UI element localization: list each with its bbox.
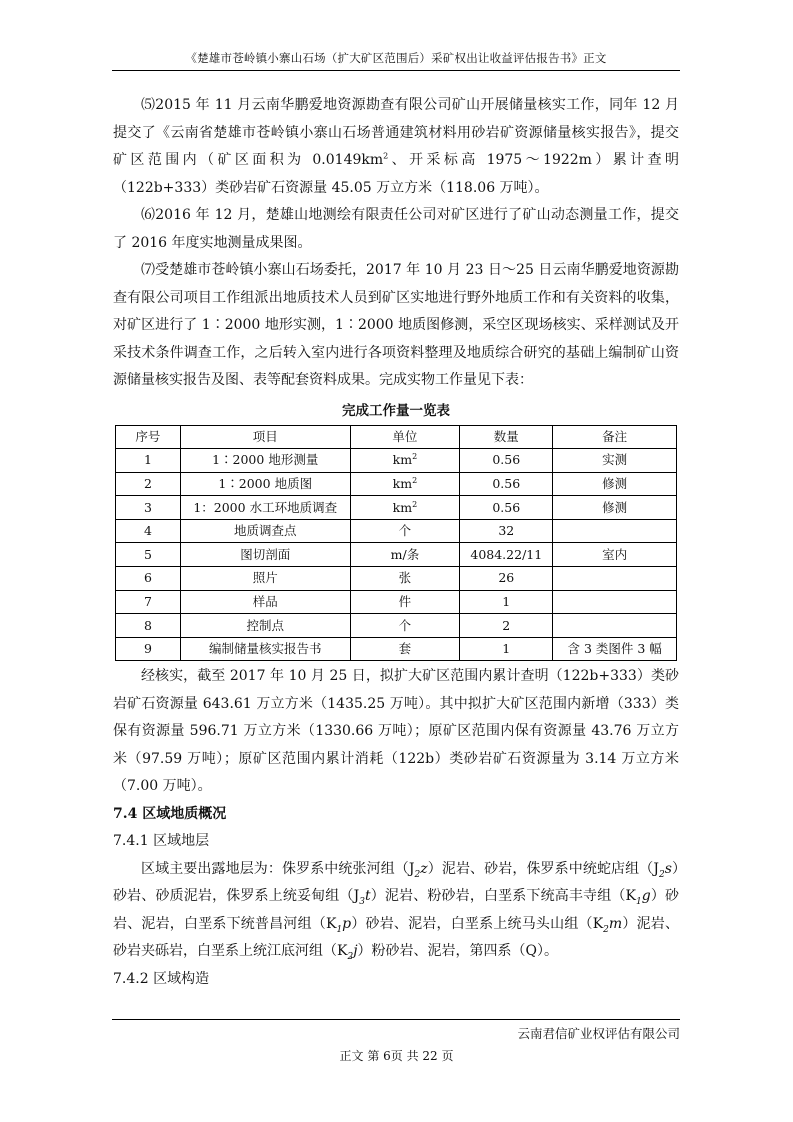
col-header-quantity: 数量	[460, 425, 553, 449]
table-row	[116, 637, 677, 661]
cell-item: 1∶2000 地形测量	[180, 449, 350, 473]
cell-quantity: 0.56	[460, 472, 553, 496]
subsection-heading: 7.4.1 区域地层	[113, 833, 210, 850]
table-row	[116, 519, 677, 543]
cell-unit: $km^2$	[350, 496, 460, 520]
col-header-note: 备注	[553, 425, 677, 449]
cell-unit: 套	[350, 637, 460, 661]
strata-paragraph: 区域主要出露地层为：侏罗系中统张河组$(J_2z)$泥岩、砂岩，侏罗系中统蛇店组$(J_2s)$砂岩、砂质泥岩，侏罗系上统妥甸组$(J_3t)$泥岩、粉砂岩，白垩系下统高丰寺组$(K_1g)$砂岩、泥岩，白垩系下统普昌河组$(K_1p)$砂岩、泥岩，白垩系上统马头山组$(K_2m)$泥岩、砂岩夹砾岩，白垩系上统江底河组$(K_2j)$粉砂岩、泥岩，第四系（Q）。	[113, 860, 679, 963]
cell-index: 8	[116, 614, 181, 638]
cell-item: 图切剖面	[180, 543, 350, 567]
cell-item: 1：2000 水工环地质调查	[180, 496, 350, 520]
cell-item: 样品	[180, 590, 350, 614]
cell-index: 2	[116, 472, 181, 496]
paragraph-5: ⑸2015 年 11 月云南华鹏爱地资源勘查有限公司矿山开展储量核实工作，同年 12 月提交了《云南省楚雄市苍岭镇小寨山石场普通建筑材料用砂岩矿资源储量核实报告》，提交矿区范围内（矿区面积为 $0.0149km^2$、开采标高 1975～1922m）累计查明（122b+333）类砂岩矿石资源量 45.05 万立方米（118.06 万吨）。	[113, 97, 680, 196]
cell-item: 1∶2000 地质图	[180, 472, 350, 496]
page-number: 正文 第 6页 共 22 页	[339, 1049, 454, 1063]
footer-company: 云南君信矿业权评估有限公司	[517, 1026, 680, 1041]
cell-unit: $km^2$	[350, 472, 460, 496]
cell-unit: 个	[350, 614, 460, 638]
cell-unit: $km^2$	[350, 449, 460, 473]
cell-item: 控制点	[180, 614, 350, 638]
cell-index: 1	[116, 449, 181, 473]
table-row	[116, 567, 677, 591]
cell-index: 3	[116, 496, 181, 520]
header-divider	[112, 70, 680, 71]
cell-unit: m/条	[350, 543, 460, 567]
paragraph-7: ⑺受楚雄市苍岭镇小寨山石场委托，2017 年 10 月 23 日～25 日云南华鹏爱地资源勘查有限公司项目工作组派出地质技术人员到矿区实地进行野外地质工作和有关资料的收集，对矿区进行了 1∶2000 地形实测，1∶2000 地质图修测，采空区现场核实、采样测试及开采技术条件调查工作，之后转入室内进行各项资料整理及地质综合研究的基础上编制矿山资源储量核实报告及图、表等配套资料成果。完成实物工作量见下表：	[113, 262, 679, 388]
cell-note: 修测	[553, 472, 677, 496]
cell-note: 含 3 类图件 3 幅	[553, 637, 677, 661]
summary-paragraph: 经核实，截至 2017 年 10 月 25 日，拟扩大矿区范围内累计查明（122b+333）类砂岩矿石资源量 643.61 万立方米（1435.25 万吨）。其中拟扩大矿区范围内新增（333）类保有资源量 596.71 万立方米（1330.66 万吨）；原矿区范围内保有资源量 43.76 万立方米（97.59 万吨）；原矿区范围内累计消耗（122b）类砂岩矿石资源量为 3.14 万立方米（7.00 万吨）。	[113, 668, 679, 795]
cell-unit: 个	[350, 519, 460, 543]
cell-quantity: 32	[460, 519, 553, 543]
cell-index: 4	[116, 519, 181, 543]
paragraph-6: ⑹2016 年 12 月，楚雄山地测绘有限责任公司对矿区进行了矿山动态测量工作，提交了 2016 年度实地测量成果图。	[113, 207, 679, 251]
cell-item: 编制储量核实报告书	[180, 637, 350, 661]
cell-quantity: 4084.22/11	[460, 543, 553, 567]
subsection-heading: 7.4.2 区域构造	[113, 970, 210, 987]
cell-note	[553, 519, 677, 543]
table-row	[116, 496, 677, 520]
cell-quantity: 1	[460, 637, 553, 661]
workload-table	[115, 425, 677, 662]
footer-divider	[112, 1019, 680, 1020]
cell-quantity: 1	[460, 590, 553, 614]
table-title: 完成工作量一览表	[342, 402, 450, 419]
table-header-row	[116, 425, 677, 449]
section-heading: 7.4 区域地质概况	[113, 805, 227, 822]
cell-note: 实测	[553, 449, 677, 473]
cell-index: 7	[116, 590, 181, 614]
cell-index: 9	[116, 637, 181, 661]
cell-quantity: 0.56	[460, 449, 553, 473]
cell-note: 室内	[553, 543, 677, 567]
document-body	[113, 92, 679, 993]
cell-index: 6	[116, 567, 181, 591]
cell-note: 修测	[553, 496, 677, 520]
table-row	[116, 614, 677, 638]
running-header: 《楚雄市苍岭镇小寨山石场（扩大矿区范围后）采矿权出让收益评估报告书》正文	[185, 51, 607, 65]
table-row	[116, 590, 677, 614]
cell-note	[553, 590, 677, 614]
col-header-unit: 单位	[350, 425, 460, 449]
table-row	[116, 449, 677, 473]
cell-unit: 件	[350, 590, 460, 614]
cell-note	[553, 614, 677, 638]
cell-item: 地质调查点	[180, 519, 350, 543]
cell-item: 照片	[180, 567, 350, 591]
cell-quantity: 26	[460, 567, 553, 591]
cell-quantity: 0.56	[460, 496, 553, 520]
table-row	[116, 543, 677, 567]
cell-index: 5	[116, 543, 181, 567]
col-header-item: 项目	[180, 425, 350, 449]
cell-unit: 张	[350, 567, 460, 591]
cell-quantity: 2	[460, 614, 553, 638]
cell-note	[553, 567, 677, 591]
table-row	[116, 472, 677, 496]
col-header-index: 序号	[116, 425, 181, 449]
